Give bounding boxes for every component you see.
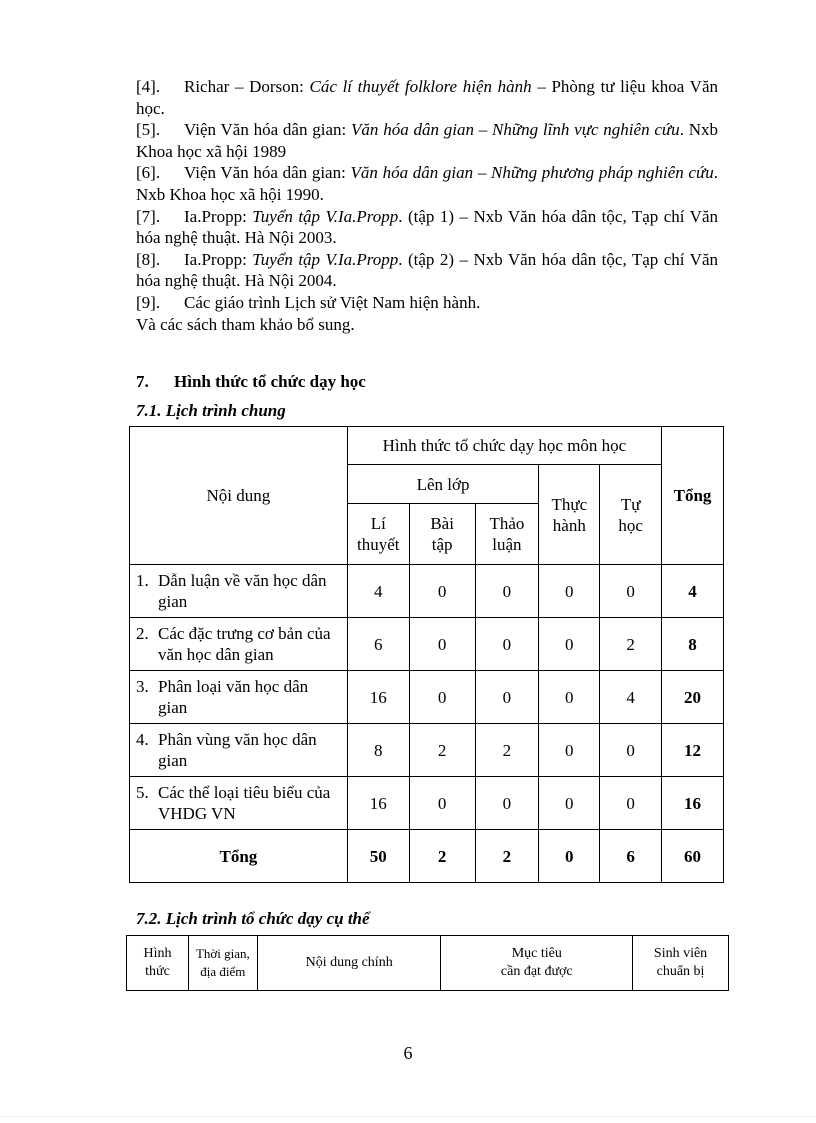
reference-item: [6]. Viện Văn hóa dân gian: Văn hóa dân gian – Những phương pháp nghiên cứu. Nxb Khoa học xã hội 1990. — [136, 163, 719, 204]
reference-item: [5]. Viện Văn hóa dân gian: Văn hóa dân gian – Những lĩnh vực nghiên cứu. Nxb Khoa học xã hội 1989 — [136, 120, 718, 161]
references-tail: Và các sách tham khảo bổ sung. — [136, 314, 355, 334]
header-self-study: Tự học — [600, 465, 662, 565]
header-time-place: Thời gian, địa điểm — [188, 936, 257, 991]
reference-item: [9]. Các giáo trình Lịch sử Việt Nam hiện hành. — [136, 292, 481, 312]
general-schedule-table — [129, 426, 724, 883]
subsection-general-schedule: 7.1. Lịch trình chung — [136, 401, 286, 420]
header-goals: Mục tiêu cần đạt được — [441, 936, 633, 991]
table-row: 3. Phân loại văn học dân gian 16 0 0 0 4 20 — [130, 671, 724, 724]
header-total: Tổng — [662, 427, 724, 565]
header-main-content: Nội dung chính — [257, 936, 441, 991]
header-group: Hình thức tổ chức dạy học môn học — [347, 427, 661, 465]
reference-item: [7]. Ia.Propp: Tuyển tập V.Ia.Propp. (tập 1) – Nxb Văn hóa dân tộc, Tạp chí Văn hóa nghệ thuật. Hà Nội 2003. — [136, 206, 718, 248]
table-row: 2. Các đặc trưng cơ bản của văn học dân gian 6 0 0 0 2 8 — [130, 618, 724, 671]
section-heading: 7. Hình thức tổ chức dạy học — [136, 372, 366, 391]
detailed-schedule-table — [126, 935, 729, 991]
header-class: Lên lớp — [347, 465, 539, 504]
references-list — [136, 76, 718, 335]
header-exercise: Bài tập — [409, 504, 475, 565]
table-row: 5. Các thể loại tiêu biểu của VHDG VN 16 0 0 0 0 16 — [130, 777, 724, 830]
header-student-prep: Sinh viên chuẩn bị — [633, 936, 729, 991]
page-edge-divider — [0, 1116, 816, 1117]
header-discussion: Thảo luận — [475, 504, 539, 565]
header-practice: Thực hành — [539, 465, 600, 565]
page-number: 6 — [403, 1043, 413, 1063]
reference-item: [4]. Richar – Dorson: Các lí thuyết folklore hiện hành – Phòng tư liệu khoa Văn học. — [136, 77, 718, 118]
header-form: Hình thức — [127, 936, 189, 991]
header-theory: Lí thuyết — [347, 504, 409, 565]
table-row: 4. Phân vùng văn học dân gian 8 2 2 0 0 12 — [130, 724, 724, 777]
reference-item: [8]. Ia.Propp: Tuyển tập V.Ia.Propp. (tập 2) – Nxb Văn hóa dân tộc, Tạp chí Văn hóa nghệ thuật. Hà Nội 2004. — [136, 249, 718, 291]
table-row: 1. Dẫn luận về văn học dân gian 4 0 0 0 0 4 — [130, 565, 724, 618]
total-row: Tổng 50 2 2 0 6 60 — [130, 830, 724, 883]
subsection-detailed-schedule: 7.2. Lịch trình tổ chức dạy cụ thể — [136, 909, 370, 928]
header-content: Nội dung — [130, 427, 348, 565]
